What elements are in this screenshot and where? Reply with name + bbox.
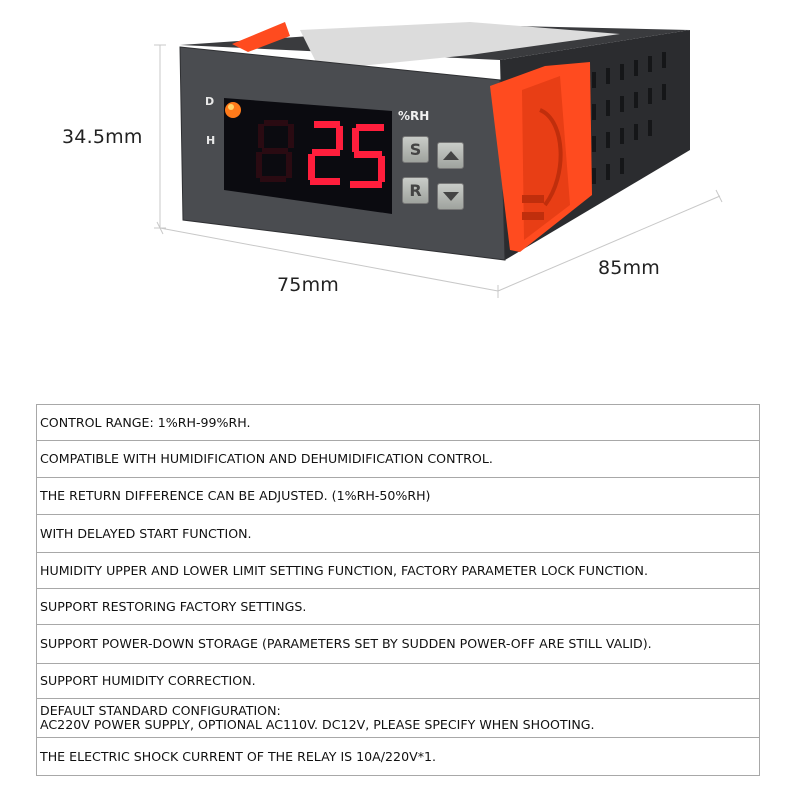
table-row — [37, 589, 760, 625]
table-row — [37, 738, 760, 776]
table-row — [37, 441, 760, 478]
spec-cell: SUPPORT HUMIDITY CORRECTION. — [37, 664, 760, 699]
product-photo — [0, 0, 800, 340]
spec-cell: HUMIDITY UPPER AND LOWER LIMIT SETTING FUNCTION, FACTORY PARAMETER LOCK FUNCTION. — [37, 553, 760, 589]
spec-cell — [37, 699, 760, 738]
spec-line: AC220V POWER SUPPLY, OPTIONAL AC110V. DC12V, PLEASE SPECIFY WHEN SHOOTING. — [40, 717, 595, 732]
specification-table — [36, 404, 760, 776]
down-key-button — [437, 183, 464, 210]
spec-line: DEFAULT STANDARD CONFIGURATION: — [40, 703, 281, 718]
table-row — [37, 405, 760, 441]
table-row — [37, 625, 760, 664]
table-row — [37, 553, 760, 589]
spec-cell: THE RETURN DIFFERENCE CAN BE ADJUSTED. (1%RH-50%RH) — [37, 478, 760, 515]
indicator-label-d: D — [205, 95, 215, 108]
unit-label: %RH — [398, 109, 430, 123]
spec-cell: SUPPORT POWER-DOWN STORAGE (PARAMETERS SET BY SUDDEN POWER-OFF ARE STILL VALID). — [37, 625, 760, 664]
set-key-button: S — [402, 136, 429, 163]
reset-key-button: R — [402, 177, 429, 204]
triangle-up-icon — [443, 151, 459, 160]
spec-cell: SUPPORT RESTORING FACTORY SETTINGS. — [37, 589, 760, 625]
table-row — [37, 478, 760, 515]
table-row — [37, 699, 760, 738]
triangle-down-icon — [443, 192, 459, 201]
thermostat-illustration — [0, 0, 800, 340]
depth-dimension-label: 85mm — [598, 257, 660, 279]
spec-cell: COMPATIBLE WITH HUMIDIFICATION AND DEHUMIDIFICATION CONTROL. — [37, 441, 760, 478]
table-row — [37, 515, 760, 553]
height-dimension-label: 34.5mm — [62, 126, 143, 148]
width-dimension-label: 75mm — [277, 274, 339, 296]
indicator-label-h: H — [206, 134, 216, 147]
spec-cell: THE ELECTRIC SHOCK CURRENT OF THE RELAY IS 10A/220V*1. — [37, 738, 760, 776]
status-led-icon — [225, 102, 241, 118]
spec-cell: WITH DELAYED START FUNCTION. — [37, 515, 760, 553]
spec-cell: CONTROL RANGE: 1%RH-99%RH. — [37, 405, 760, 441]
up-key-button — [437, 142, 464, 169]
table-row — [37, 664, 760, 699]
